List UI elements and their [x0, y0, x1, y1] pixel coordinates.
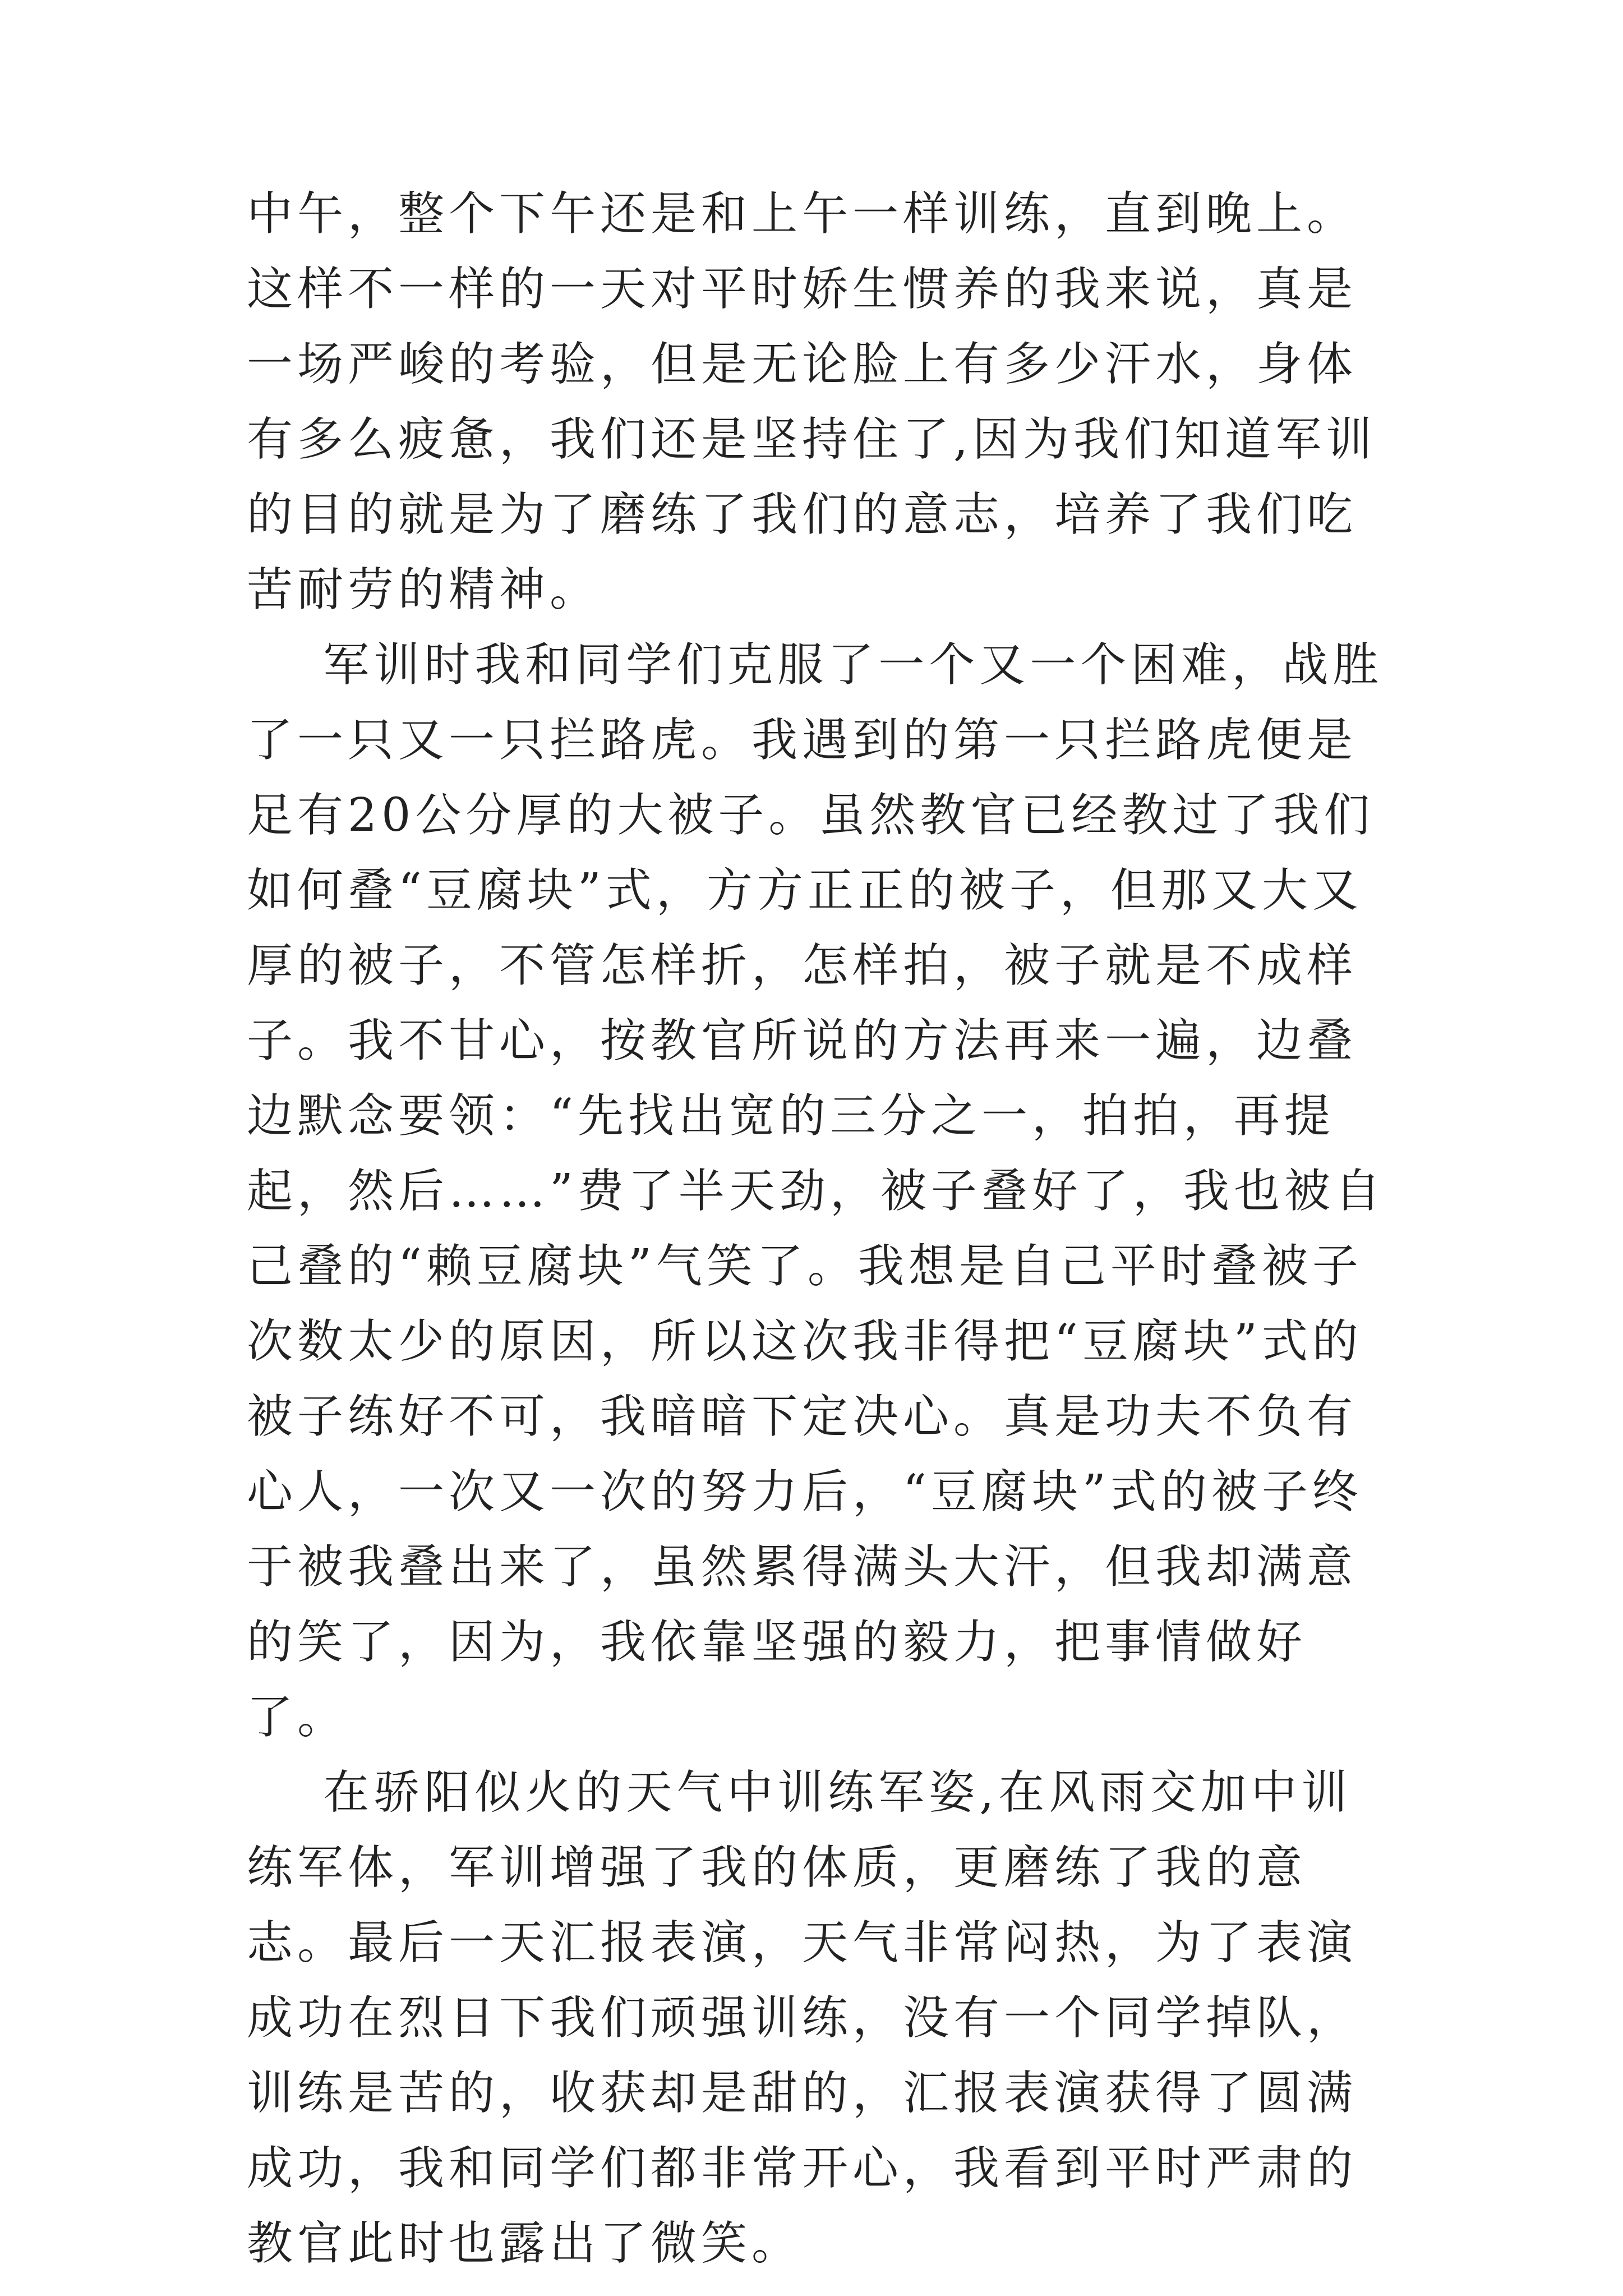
paragraph-3: 在骄阳似火的天气中训练军姿,在风雨交加中训练军体，军训增强了我的体质，更磨练了我的意志。最后一天汇报表演，天气非常闷热，为了表演成功在烈日下我们顽强训练，没有一个同学掉队，训练是苦的，收获却是甜的，汇报表演获得了圆满成功，我和同学们都非常开心，我看到平时严肃的教官此时也露出了微笑。 [247, 1766, 1358, 2270]
document-body [247, 177, 1385, 2281]
paragraph-1: 中午，整个下午还是和上午一样训练，直到晚上。这样不一样的一天对平时娇生惯养的我来说，真是一场严峻的考验，但是无论脸上有多少汗水，身体有多么疲惫，我们还是坚持住了,因为我们知道军训的目的就是为了磨练了我们的意志，培养了我们吃苦耐劳的精神。 [247, 187, 1377, 616]
paragraph-2: 军训时我和同学们克服了一个又一个困难，战胜了一只又一只拦路虎。我遇到的第一只拦路虎便是足有20公分厚的大被子。虽然教官已经教过了我们如何叠“豆腐块”式，方方正正的被子，但那又大又厚的被子，不管怎样折，怎样拍，被子就是不成样子。我不甘心，按教官所说的方法再来一遍，边叠边默念要领：“先找出宽的三分之一，拍拍，再提起，然后……”费了半天劲，被子叠好了，我也被自己叠的“赖豆腐块”气笑了。我想是自己平时叠被子次数太少的原因，所以这次我非得把“豆腐块”式的被子练好不可，我暗暗下定决心。真是功夫不负有心人，一次又一次的努力后，“豆腐块”式的被子终于被我叠出来了，虽然累得满头大汗，但我却满意的笑了，因为，我依靠坚强的毅力，把事情做好了。 [247, 638, 1385, 1744]
